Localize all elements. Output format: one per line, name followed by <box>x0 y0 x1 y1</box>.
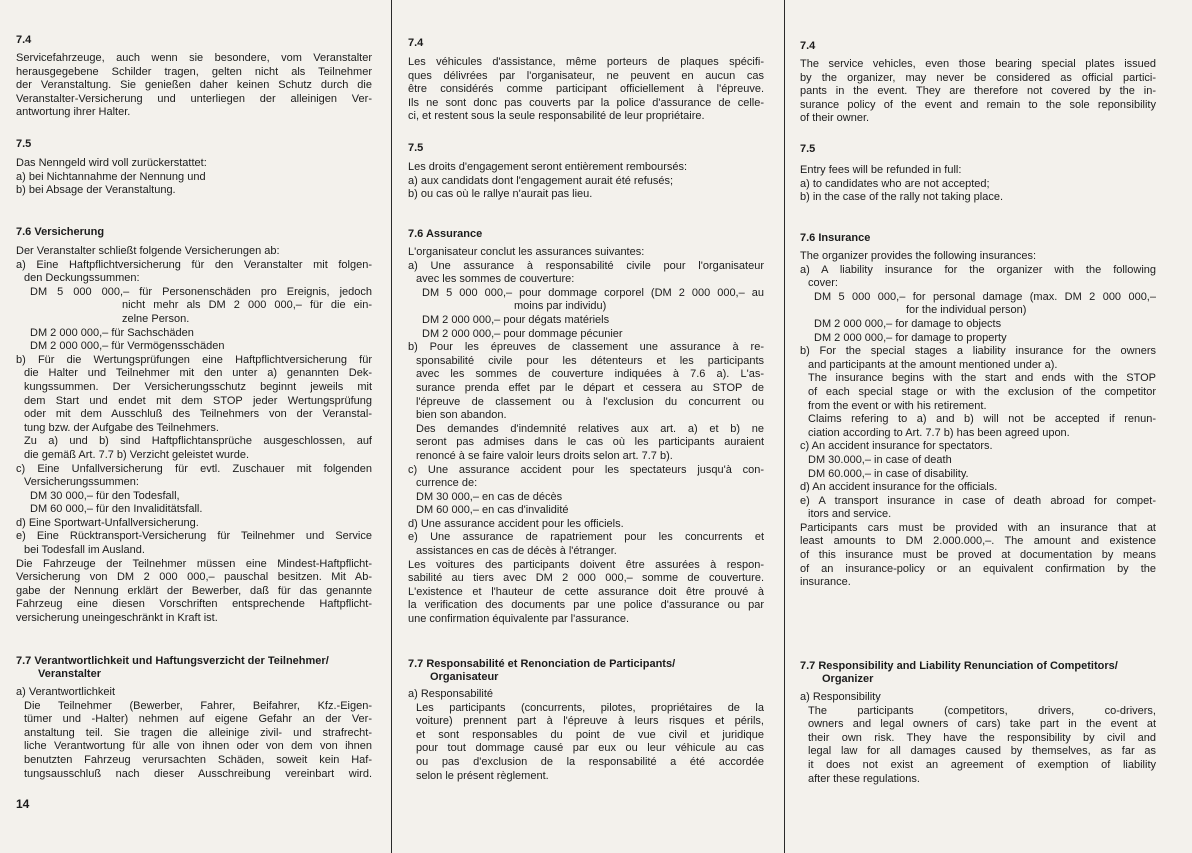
text-line: der Veranstaltung. Sie genießen daher keinen Schutz durch die <box>16 79 372 92</box>
text-line: tungsausschluß nach dieser Ausschreibung vereinbart wird. <box>24 767 372 780</box>
section-7-7-text <box>16 686 372 781</box>
section-7-4-heading: 7.4 <box>408 37 424 49</box>
text-line: b) Pour les épreuves de classement une assurance à re- <box>408 341 764 354</box>
text-line: Participants cars must be provided with an insurance that at <box>800 521 1156 534</box>
section-7-5-text <box>800 164 1156 205</box>
text-line: assistances en cas de décès à l'étranger. <box>416 545 617 558</box>
section-7-7-heading: 7.7 Responsabilité et Renonciation de Participants/ <box>408 658 676 670</box>
text-line: a) aux candidats dont l'engagement aurait été refusés; <box>408 174 674 187</box>
text-line: DM 5 000 000,– für Personenschäden pro Ereignis, jedoch <box>30 285 372 298</box>
text-line: pants in the event. They are therefore not covered by the in- <box>800 85 1156 98</box>
text-line: oder mit dem Ausschluß des Teilnehmers von der Veranstal- <box>24 408 372 421</box>
text-line: renoncé à se faire valoir leurs droits selon art. 7.7 b). <box>416 449 673 462</box>
text-line: itors and service. <box>808 508 892 521</box>
text-line: b) For the special stages a liability insurance for the owners <box>800 345 1156 358</box>
text-line: surance policy of the event and remain to the sole reponsibility <box>800 98 1156 111</box>
text-line: b) in the case of the rally not taking place. <box>800 191 1004 204</box>
text-line: Entry fees will be refunded in full: <box>800 164 962 176</box>
text-line: Les participants (concurrents, pilotes, propriétaires de la <box>416 701 764 714</box>
text-line: DM 2 000 000,– for damage to objects <box>814 317 1002 330</box>
text-line: den Deckungssummen: <box>24 272 140 285</box>
section-7-5-text <box>16 157 372 198</box>
text-line: DM 5 000 000,– pour dommage corporel (DM 2 000 000,– au <box>422 286 764 299</box>
german-column <box>16 0 372 853</box>
text-line: Versicherung von DM 2 000 000,– pauschal besitzen. Mit Ab- <box>16 571 372 584</box>
text-line: sabilité au tiers avec DM 2 000 000,– somme de couverture. <box>408 572 764 585</box>
text-line: herausgegebene Schilder tragen, gelten nicht als Teilnehmer <box>16 65 372 78</box>
text-line: L'organisateur conclut les assurances suivantes: <box>408 246 645 258</box>
text-line: surance prenda effet par le départ et cessera au STOP de <box>416 381 764 394</box>
text-line: DM 60 000,– für den Invaliditätsfall. <box>30 503 203 516</box>
text-line: selon le présent règlement. <box>416 769 549 782</box>
section-7-5-text <box>408 161 764 202</box>
text-line: The participants (competitors, drivers, co-drivers, <box>808 704 1156 717</box>
text-line: DM 2 000 000,– für Vermögensschäden <box>30 340 225 353</box>
text-line: la verification des documents par une police d'assurance ou par <box>408 599 764 612</box>
text-line: Versicherungssummen: <box>24 476 139 489</box>
text-line: least amounts to DM 2.000.000,–. The amount and existence <box>800 535 1156 548</box>
text-line: DM 30.000,– in case of death <box>808 453 952 466</box>
page-number: 14 <box>16 797 30 811</box>
text-line: a) bei Nichtannahme der Nennung und <box>16 170 206 183</box>
text-line: ques délivrées par l'organisateur, ne peuvent en aucun cas <box>408 69 764 82</box>
text-line: Der Veranstalter schließt folgende Versicherungen ab: <box>16 245 280 257</box>
text-line: The organizer provides the following insurances: <box>800 250 1037 262</box>
section-7-7-heading: 7.7 Verantwortlichkeit und Haftungsverzicht der Teilnehmer/ <box>16 655 329 667</box>
column-divider-left <box>391 0 392 853</box>
text-line: versicherung uneingeschränkt in Kraft ist. <box>16 612 218 625</box>
text-line: owners and legal owners of cars) take part in the event at <box>808 718 1156 731</box>
text-line: Servicefahrzeuge, auch wenn sie besondere, vom Veranstalter <box>16 52 372 64</box>
section-7-5-heading: 7.5 <box>800 143 816 155</box>
text-line: c) Eine Unfallversicherung für evtl. Zuschauer mit folgenden <box>16 462 372 475</box>
text-line: Fahrzeug eine diesen Vorschriften entsprechende Haftpflicht- <box>16 598 372 611</box>
text-line: ou pas d'exclusion de la responsabilité a été accordée <box>416 755 764 768</box>
text-line: of this insurance must be proved at documentation by means <box>800 549 1156 562</box>
text-line: d) An accident insurance for the officials. <box>800 481 998 494</box>
text-line: a) Responsabilité <box>408 688 493 700</box>
french-column <box>408 0 764 853</box>
english-column <box>800 0 1156 853</box>
section-7-4-text <box>800 58 1156 126</box>
text-line: tümer und -Halter) nehmen auf eigene Gefahr an der Ver- <box>24 713 372 726</box>
section-7-5-heading: 7.5 <box>16 138 32 150</box>
text-line: a) A liability insurance for the organizer with the following <box>800 263 1156 276</box>
text-line: Ils ne sont donc pas couverts par la police d'assurance de celle- <box>408 96 764 109</box>
section-7-4-text <box>408 56 764 124</box>
text-line: of each special stage or with the exclusion of the competitor <box>808 385 1156 398</box>
text-line: after these regulations. <box>808 772 920 785</box>
text-line: The service vehicles, even those bearing special plates issued <box>800 58 1156 70</box>
text-line: avec les sommes de couverture: <box>416 273 575 286</box>
text-line: une confirmation équivalente par l'assurance. <box>408 613 630 626</box>
text-line: The insurance begins with the start and ends with the STOP <box>808 372 1156 385</box>
text-line: DM 2 000 000,– pour dommage pécunier <box>422 327 623 340</box>
text-line: by the organizer, may never be considered as official partici- <box>800 71 1156 84</box>
text-line: et sont responsables du point de vue civil et juridique <box>416 728 764 741</box>
section-7-6-text <box>16 245 372 626</box>
section-7-6-text <box>800 250 1156 590</box>
text-line: Veranstalter-Versicherung und unterliegen der alleinigen Ver- <box>16 92 372 105</box>
section-7-7-heading-cont: Veranstalter <box>38 668 101 680</box>
text-line: e) A transport insurance in case of death abroad for compet- <box>800 494 1156 507</box>
text-line: a) Eine Haftpflichtversicherung für den Veranstalter mit folgen- <box>16 258 372 271</box>
text-line: Das Nenngeld wird voll zurückerstattet: <box>16 157 207 169</box>
text-line: DM 2 000 000,– pour dégats matériels <box>422 313 610 326</box>
text-line: benutzten Fahrzeug verursachten Schäden, soweit kein Haf- <box>24 753 372 766</box>
text-line: DM 30 000,– en cas de décès <box>416 490 563 503</box>
text-line: of their owner. <box>800 112 870 125</box>
text-line: cover: <box>808 277 838 290</box>
text-line: legal law for all damages caused by themselves, as far as <box>808 745 1156 758</box>
text-line: gabe der Nennung erklärt der Bewerber, daß für das genannte <box>16 584 372 597</box>
section-7-4-text <box>16 52 372 120</box>
text-line: DM 2 000 000,– for damage to property <box>814 331 1007 344</box>
section-7-6-heading: 7.6 Versicherung <box>16 226 105 238</box>
text-line: Les voitures des participants doivent être assurées à respon- <box>408 558 764 571</box>
section-7-7-heading-cont: Organizer <box>822 673 874 685</box>
text-line: insurance. <box>800 576 851 589</box>
text-line: die gemäß Art. 7.7 b) Verzicht geleistet wurde. <box>24 448 250 461</box>
section-7-6-text <box>408 246 764 627</box>
text-line: Des demandes d'indemnité relatives aux art. a) et b) ne <box>416 422 764 435</box>
text-line: DM 2 000 000,– für Sachschäden <box>30 326 194 339</box>
text-line: sponsabilité civile pour les détenteurs et les participants <box>416 354 764 367</box>
text-line: c) An accident insurance for spectators. <box>800 440 993 453</box>
text-line: of an insurance-policy or an equivalent confirmation by the <box>800 562 1156 575</box>
text-line: d) Eine Sportwart-Unfallversicherung. <box>16 516 199 529</box>
text-line: Les droits d'engagement seront entièrement remboursés: <box>408 161 688 173</box>
section-7-5-heading: 7.5 <box>408 142 424 154</box>
text-line: d) Une assurance accident pour les officiels. <box>408 517 624 530</box>
text-line: antwortung ihrer Halter. <box>16 106 131 119</box>
text-line: voiture) prennent part à l'épreuve à leurs risques et périls, <box>416 715 764 728</box>
text-line: l'épreuve de classement ou à l'exclusion du concurrent ou <box>416 395 764 408</box>
text-line: e) Une assurance de rapatriement pour les concurrents et <box>408 531 764 544</box>
text-line: dem Start und endet mit dem STOP jeder Wertungsprüfung <box>24 394 372 407</box>
column-divider-right <box>784 0 785 853</box>
text-line: die Halter und Teilnehmer mit den unter a) genannten Dek- <box>24 367 372 380</box>
text-line: tung bzw. der Aufgabe des Teilnehmers. <box>24 421 219 434</box>
text-line: bien son abandon. <box>416 409 507 422</box>
text-line: L'existence et l'hauteur de cette assurance doit être prouvé à <box>408 585 764 598</box>
text-line: DM 60 000,– en cas d'invalidité <box>416 504 569 517</box>
text-line: DM 5 000 000,– for personal damage (max. DM 2 000 000,– <box>814 290 1156 303</box>
text-line: bei Todesfall im Ausland. <box>24 544 145 557</box>
section-7-4-heading: 7.4 <box>16 34 32 46</box>
text-line: liche Verantwortung für alle von ihnen oder von dem von ihnen <box>24 740 372 753</box>
text-line: Les véhicules d'assistance, même porteurs de plaques spécifi- <box>408 56 764 68</box>
text-line: avec les sommes de couverture indiquées à 7.6 a). L'as- <box>416 368 764 381</box>
text-line: ciation according to Art. 7.7 b) has been agreed upon. <box>808 426 1070 439</box>
text-line: for the individual person) <box>906 304 1027 317</box>
text-line: kungssummen. Der Versicherungsschutz beginnt jeweils mit <box>24 380 372 393</box>
text-line: a) Verantwortlichkeit <box>16 686 116 698</box>
text-line: a) Une assurance à responsabilité civile pour l'organisateur <box>408 259 764 272</box>
text-line: it does not exist an agreement of exemption of liability <box>808 758 1156 771</box>
section-7-7-text <box>408 688 764 783</box>
text-line: c) Une assurance accident pour les spectateurs jusqu'à con- <box>408 463 764 476</box>
text-line: their own risk. They have the responsibility by civil and <box>808 731 1156 744</box>
text-line: Die Fahrzeuge der Teilnehmer müssen eine Mindest-Haftpflicht- <box>16 557 372 570</box>
text-line: currence de: <box>416 477 478 490</box>
section-7-6-heading: 7.6 Assurance <box>408 228 483 240</box>
text-line: Claims refering to a) and b) will not be accepted if renun- <box>808 413 1156 426</box>
section-7-7-heading-cont: Organisateur <box>430 671 499 683</box>
text-line: nicht mehr als DM 2 000 000,– für die ein- <box>122 299 372 312</box>
text-line: a) Responsibility <box>800 691 881 703</box>
text-line: Die Teilnehmer (Bewerber, Fahrer, Beifahrer, Kfz.-Eigen- <box>24 699 372 712</box>
section-7-4-heading: 7.4 <box>800 40 816 52</box>
text-line: seront pas admises dans le cas où les participants auraient <box>416 436 764 449</box>
section-7-6-heading: 7.6 Insurance <box>800 232 871 244</box>
text-line: être considérés comme participant officiellement à l'épreuve. <box>408 83 764 96</box>
text-line: ci, et restent sous la seule responsabilité de leur propriétaire. <box>408 110 705 123</box>
text-line: pour tout dommage causé par eux ou leur véhicule au cas <box>416 742 764 755</box>
text-line: b) Für die Wertungsprüfungen eine Haftpflichtversicherung für <box>16 353 372 366</box>
text-line: DM 30 000,– für den Todesfall, <box>30 489 180 502</box>
text-line: DM 60.000,– in case of disability. <box>808 467 969 480</box>
text-line: moins par individu) <box>514 300 607 313</box>
text-line: Zu a) und b) sind Haftpflichtansprüche ausgeschlossen, auf <box>24 435 372 448</box>
text-line: and participants at the amount mentioned under a). <box>808 358 1058 371</box>
section-7-7-heading: 7.7 Responsibility and Liability Renunciation of Competitors/ <box>800 660 1118 672</box>
section-7-7-text <box>800 691 1156 786</box>
text-line: b) ou cas où le rallye n'aurait pas lieu. <box>408 188 593 201</box>
text-line: from the event or with his retirement. <box>808 399 987 412</box>
text-line: e) Eine Rücktransport-Versicherung für Teilnehmer und Service <box>16 530 372 543</box>
text-line: zelne Person. <box>122 312 190 325</box>
text-line: a) to candidates who are not accepted; <box>800 177 990 190</box>
text-line: b) bei Absage der Veranstaltung. <box>16 184 176 197</box>
text-line: anstaltung teil. Sie tragen die alleinige zivil- und strafrecht- <box>24 726 372 739</box>
